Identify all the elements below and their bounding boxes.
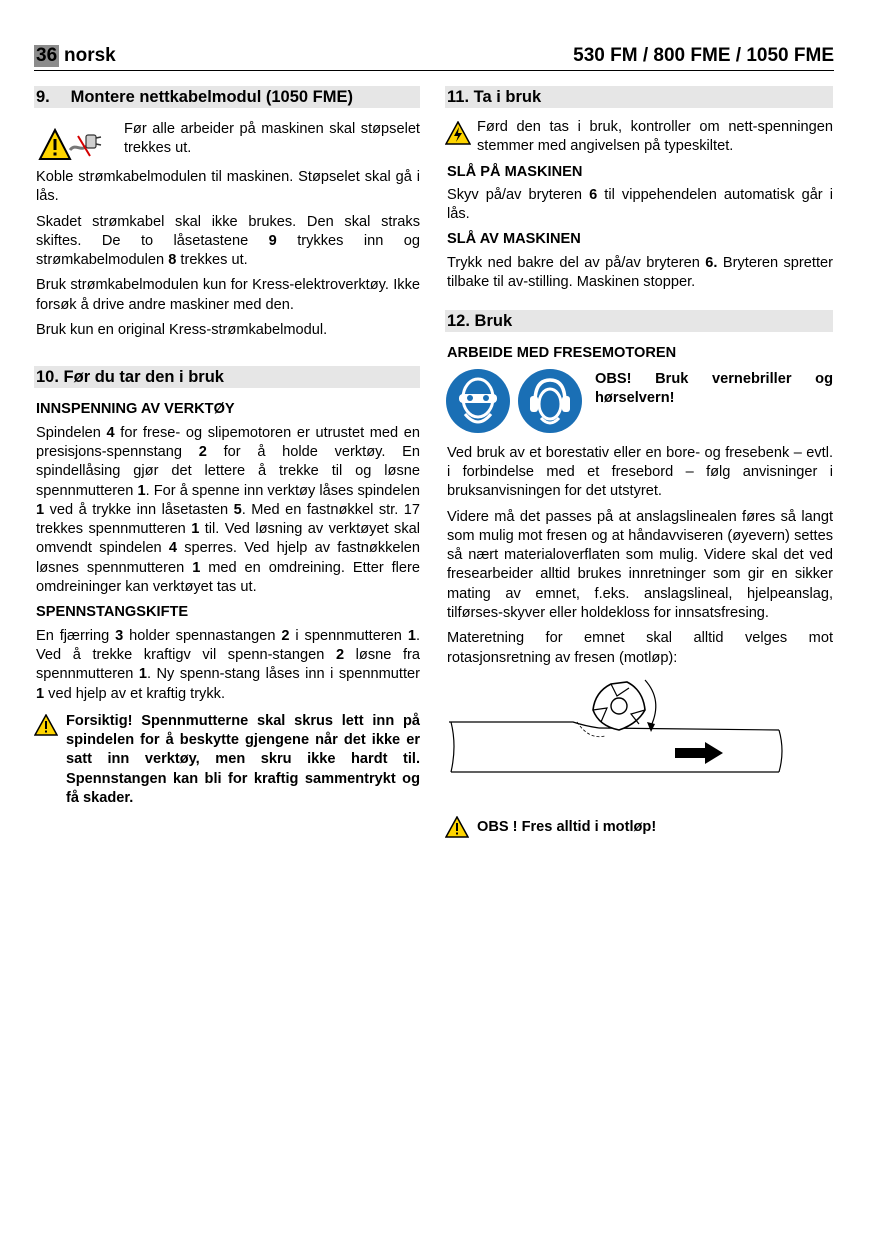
unplug-warning-icon <box>38 128 102 162</box>
right-column <box>445 86 833 844</box>
section-10-paragraph-1: Spindelen 4 for frese- og slipemotoren er utrustet med en presisjons-spennstang 2 for å holde verktøy. En spindellåsing gjør det lettere å trekke til og løsne spennmutteren 1. For å spenne inn verktøy låses spindelen 1 ved å trykke inn låsetasten 5. Med en fastnøkkel str. 17 trekkes spennmutteren 1 til. Ved løsning av verktøyet skal omvendt spindelen 4 sperres. Ved hjelp av fastnøkkelen løsnes spennmutteren 1 med en omdreining. Etter flere omdreininger kan verktøyet tas ut. <box>36 424 421 596</box>
page-number: 36 <box>36 45 58 66</box>
section-9-paragraph-2: Skadet strømkabel skal ikke brukes. Den skal straks skiftes. De to låsetastene 9 trykkes inn og strømkabelmodulen 8 trekkes ut. <box>36 213 421 269</box>
subheading-switch-on: SLÅ PÅ MASKINEN <box>447 163 583 180</box>
section-10-caution-text: Forsiktig! Spennmutterne skal skrus lett inn på spindelen for å beskytte gjengene når det ikke er satt inn verktøy, men skru ikke hardt til. Spennstangen kan bli for kraftig sammentrykt og få skader. <box>66 712 420 807</box>
section-9-warning-text: Før alle arbeider på maskinen skal støpselet trekkes ut. <box>124 121 420 157</box>
section-11-warning-text: Førd den tas i bruk, kontroller om nett-spenningen stemmer med angivelsen på typeskiltet. <box>477 119 833 155</box>
ppe-block <box>445 368 833 434</box>
section-9-warning <box>34 120 420 162</box>
safety-goggles-icon <box>445 368 511 434</box>
caution-icon <box>34 714 58 808</box>
subheading-router-motor: ARBEIDE MED FRESEMOTOREN <box>447 345 677 362</box>
model-title: 530 FM / 800 FME / 1050 FME <box>573 45 834 66</box>
subheading-tool-clamping: INNSPENNING AV VERKTØY <box>36 401 235 418</box>
left-column <box>34 86 420 814</box>
section-12-heading: 12. Bruk <box>445 310 833 332</box>
electrical-warning-icon <box>445 121 471 157</box>
section-11-title: Ta i bruk <box>473 88 542 106</box>
section-12-paragraph-3: Materetning for emnet skal alltid velges mot rotasjonsretning av fresen (motløp): <box>447 630 833 666</box>
subheading-collet-change: SPENNSTANGSKIFTE <box>36 604 189 621</box>
hearing-protection-icon <box>517 368 583 434</box>
warning-icon <box>445 816 469 838</box>
section-9-paragraph-1: Koble strømkabelmodulen til maskinen. Støpselet skal gå i lås. <box>36 169 420 205</box>
section-9-title: Montere nettkabelmodul (1050 FME) <box>70 88 353 106</box>
section-11-paragraph-2: Trykk ned bakre del av på/av bryteren 6. Bryteren spretter tilbake til av-stilling. Maskinen stopper. <box>447 254 833 291</box>
section-10-paragraph-2: En fjærring 3 holder spennastangen 2 i spennmutteren 1. Ved å trekke kraftigv vil spenn-stangen 2 løsne fra spennmutteren 1. Ny spenn-stang låses inn i spennmutter 1 ved hjelp av et kraftig trykk. <box>36 627 421 702</box>
section-12-final-warning <box>445 818 833 838</box>
language-label: norsk <box>64 45 116 66</box>
subheading-switch-off: SLÅ AV MASKINEN <box>447 231 581 248</box>
section-11-paragraph-1: Skyv på/av bryteren 6 til vippehendelen automatisk går i lås. <box>447 186 833 223</box>
section-12-paragraph-1: Ved bruk av et borestativ eller en bore- og fresebenk – evtl. i forbindelse med et fresebord – følg anvisninger i bruksanvisningen for det utstyret. <box>447 444 833 500</box>
section-12-paragraph-2: Videre må det passes på at anslagslinealen føres så langt som mulig mot fresen og at håndavviseren (øyevern) settes så nært materialoverflaten som mulig. Videre skal det ved fresearbeider alltid brukes innretninger som gir en sikker mating av emnet, f.eks. anslagslineal, hjelpeanslag, tilførses-skyver eller holdekloss for innsatsfresing. <box>447 508 833 622</box>
page-header <box>34 44 834 71</box>
section-12-title: Bruk <box>474 312 513 331</box>
section-9-heading: 9. Montere nettkabelmodul (1050 FME) <box>34 86 420 108</box>
feed-direction-diagram <box>449 674 833 782</box>
section-9-paragraph-4: Bruk kun en original Kress-strømkabelmodul. <box>36 322 328 339</box>
ppe-note: OBS! Bruk vernebriller og hørselvern! <box>595 370 833 406</box>
final-warning-text: OBS ! Fres alltid i motløp! <box>477 818 657 835</box>
section-10-heading: 10. Før du tar den i bruk <box>34 366 420 388</box>
section-9-paragraph-3: Bruk strømkabelmodulen kun for Kress-elektroverktøy. Ikke forsøk å drive andre maskiner med den. <box>36 277 420 313</box>
section-10-title: Før du tar den i bruk <box>63 368 224 387</box>
section-10-caution <box>34 712 420 808</box>
section-11-warning <box>445 118 833 157</box>
section-11-heading: 11. Ta i bruk <box>445 86 833 108</box>
